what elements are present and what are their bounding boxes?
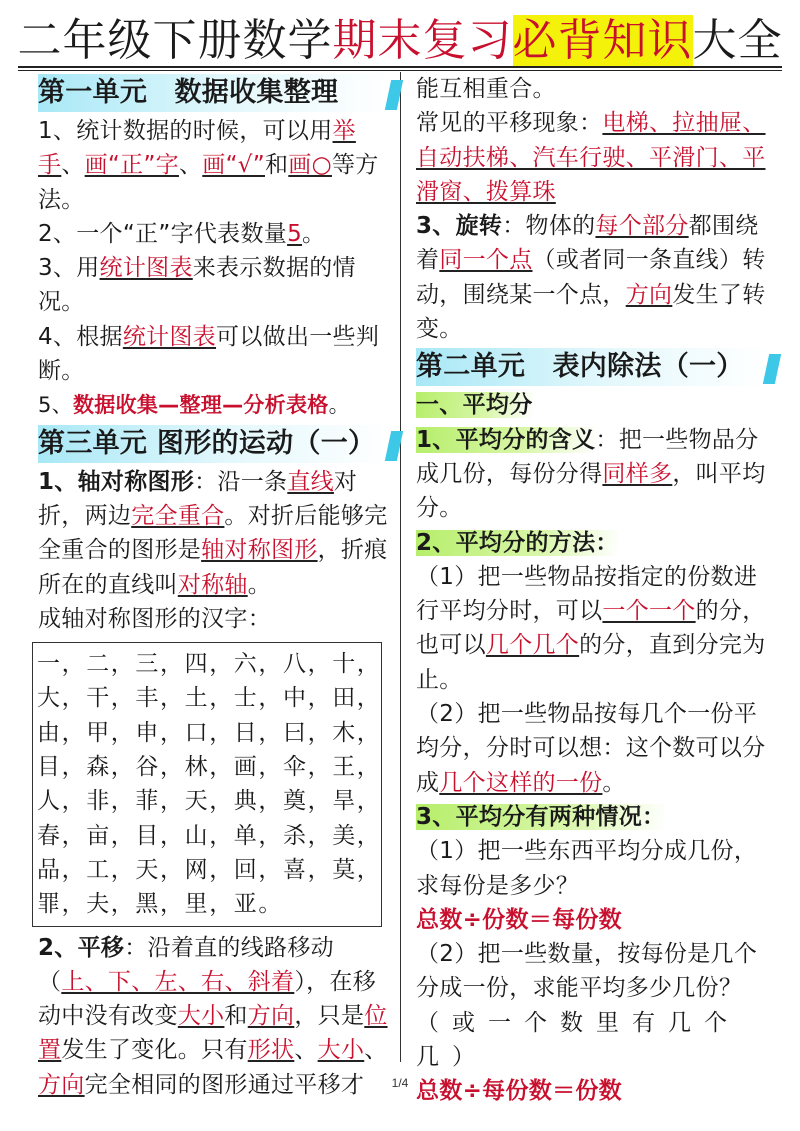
case-2: （2）把一些数量，按每份是几个分成一份，求能平均多少几份？ bbox=[416, 941, 758, 1002]
title-rule-thin bbox=[18, 70, 782, 71]
symmetric-chars-caption: 成轴对称图形的汉字： bbox=[38, 605, 271, 632]
unit1-point5: 5、数据收集—整理—分析表格。 bbox=[38, 393, 350, 418]
document-title bbox=[0, 14, 800, 68]
chars-row: 品，工，天，网，回，喜，莫， bbox=[37, 856, 382, 883]
equal-share-methods-heading: 2、平均分的方法： bbox=[416, 529, 619, 556]
equal-share-heading: 一、平均分 bbox=[416, 392, 533, 419]
unit1-point2: 2、一个“正”字代表数量5。 bbox=[38, 220, 326, 247]
title-part-highlighted: 必背知识 bbox=[512, 15, 693, 66]
column-divider bbox=[400, 72, 401, 1062]
case-2-note: （或一个数里有几个几） bbox=[416, 1009, 740, 1071]
unit1-point3: 3、用统计图表来表示数据的情况。 bbox=[38, 255, 356, 316]
two-cases-heading: 3、平均分有两种情况： bbox=[416, 803, 666, 830]
translation-examples: 常见的平移现象：电梯、拉抽屉、自动扶梯、汽车行驶、平滑门、平滑窗、拨算珠 bbox=[416, 110, 766, 205]
method-1: （1）把一些物品按指定的份数进行平均分时，可以一个一个的分，也可以几个几个的分，直到分完为止。 bbox=[416, 563, 766, 693]
unit2-heading: 第二单元 表内除法（一） bbox=[416, 348, 768, 386]
chars-row: 目，森，谷，林，画，伞，王， bbox=[37, 754, 382, 781]
unit1-heading: 第一单元 数据收集整理 bbox=[38, 74, 390, 112]
title-part-black: 二年级下册数学 bbox=[17, 15, 333, 66]
chars-row: 罪，夫，黑，里，亚。 bbox=[37, 891, 283, 918]
equal-share-meaning: 1、平均分的含义：把一些物品分成几份，每份分得同样多，叫平均分。 bbox=[416, 426, 766, 522]
unit3-point1: 1、轴对称图形：沿一条直线对折，两边完全重合。对折后能够完全重合的图形是轴对称图形，折痕所在的直线叫对称轴。 bbox=[38, 468, 388, 598]
rotation-point: 3、旋转：物体的每个部分都围绕着同一个点（或者同一条直线）转动，围绕某一个点，方向发生了转变。 bbox=[416, 213, 766, 343]
method-2: （2）把一些物品按每几个一份平均分，分时可以想：这个数可以分成几个这样的一份。 bbox=[416, 701, 766, 796]
unit1-point4: 4、根据统计图表可以做出一些判断。 bbox=[38, 323, 380, 385]
title-part-end: 大全 bbox=[692, 15, 783, 66]
right-column bbox=[416, 72, 768, 1109]
translation-continued: 能互相重合。 bbox=[416, 76, 556, 102]
title-rule bbox=[18, 66, 782, 68]
chars-row: 大，干，丰，土，士，中，田， bbox=[37, 685, 382, 712]
formula-2: 总数÷每份数＝份数 bbox=[416, 1078, 622, 1105]
symmetric-chars-box bbox=[32, 642, 382, 926]
chars-row: 春，亩，目，山，单，杀，美， bbox=[37, 822, 382, 849]
title-part-red: 期末复习 bbox=[332, 15, 513, 66]
unit3-heading: 第三单元 图形的运动（一） bbox=[38, 425, 390, 463]
page-number: 1/4 bbox=[391, 1076, 409, 1090]
formula-1: 总数÷份数＝每份数 bbox=[416, 906, 622, 933]
chars-row: 人，非，菲，天，典，奠，旱， bbox=[37, 788, 382, 815]
unit1-point1: 1、统计数据的时候，可以用举手、画“正”字、画“√”和画○等方法。 bbox=[38, 118, 379, 213]
left-column bbox=[38, 72, 390, 1102]
case-1: （1）把一些东西平均分成几份，求每份是多少？ bbox=[416, 838, 758, 899]
unit3-translation: 2、平移：沿着直的线路移动（上、下、左、右、斜着），在移动中没有改变大小和方向，只是位置发生了变化。只有形状、大小、方向完全相同的图形通过平移才 bbox=[38, 934, 388, 1098]
chars-row: 由，甲，申，口，日，曰，木， bbox=[37, 719, 382, 746]
chars-row: 一，二，三，四，六，八，十， bbox=[37, 651, 382, 678]
